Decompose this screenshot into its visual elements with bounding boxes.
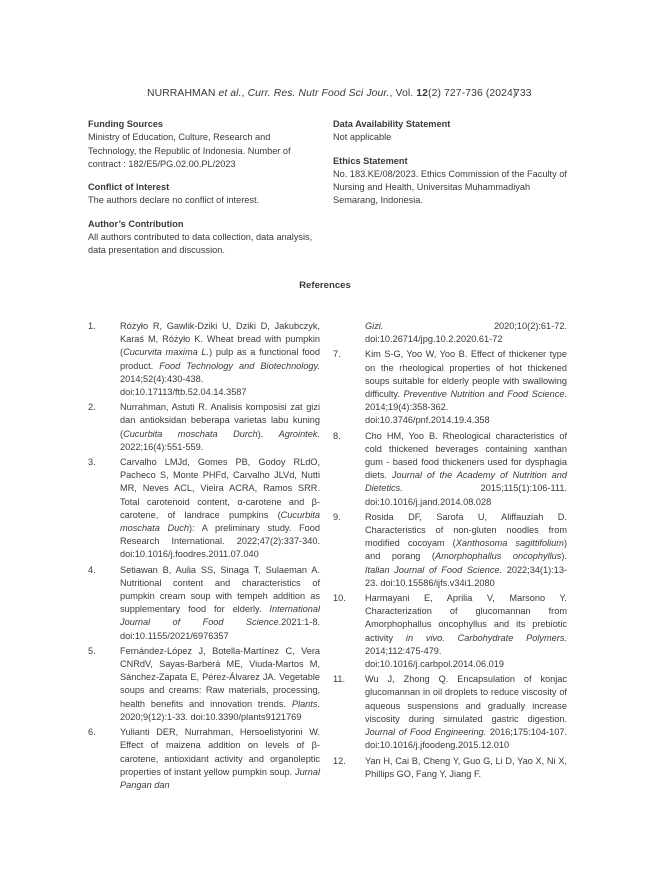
reference-item: 7. Kim S-G, Yoo W, Yoo B. Effect of thickener type on the rheological properties of hot thickened soups suitable for elderly people with swallowing difficulty. Preventive Nutrition and Food Science. 2014;19(4):358-362. doi:10.3746/pnf.2014.19.4.358 — [333, 349, 567, 426]
reference-item: 3. Carvalho LMJd, Gomes PB, Godoy RLdO, Pacheco S, Monte PHFd, Carvalho JLVd, Nutti MR, Neves ACL, Vieira ACRA, Ramos SRR. Total carotenoid content, α-carotene and β-carotene, of landrace pumpkins (Cucurbita moschata Duch): A preliminary study. Food Research International. 2022;47(2):337-340. doi:10.1016/j.foodres.2011.07.040 — [88, 457, 320, 560]
header-volume: 12 — [416, 88, 429, 99]
reference-item: 9. Rosida DF, Sarofa U, Aliffauziah D. Characteristics of non-gluten noodles from modified cocoyam (Xanthosoma sagittifolium) and porang (Amorphophallus oncophyllus). Italian Journal of Food Science. 2022;34(1):13-23. doi:10.15586/ijfs.v34i1.2080 — [333, 511, 568, 588]
reference-item: 2. Nurrahman, Astuti R. Analisis komposisi zat gizi dan antioksidan beberapa varietas labu kuning (Cucurbita moschata Durch). Agrointek. 2022;16(4):551-559. — [88, 402, 320, 452]
right-statements — [333, 118, 567, 218]
funding-body: Ministry of Education, Culture, Research and Technology, the Republic of Indonesia. Number of contract : 182/E5/PG.02.00.PL/2023 — [88, 132, 291, 169]
references-heading: References — [299, 280, 351, 291]
reference-item: 8. Cho HM, Yoo B. Rheological characteristics of cold thickened beverages containing xanthan gum - based food thickeners used for dysphagia diets. Journal of the Academy of Nutrition and Dietetics. 2015;115(1):106-111. doi:10.1016/j.jand.2014.08.028 — [333, 430, 568, 507]
reference-item: 1. Różyło R, Gawlik-Dziki U, Dziki D, Jakubczyk, Karaś M, Różyło K. Wheat bread with pumpkin (Cucurvita maxima L.) pulp as a functional food product. Food Technology and Biotechnology. 2014;52(4):430-438. doi:10.17113/ftb.52.04.14.3587 — [88, 321, 321, 398]
contribution-body: All authors contributed to data collection, data analysis, data presentation and discussion. — [88, 232, 313, 256]
header-issue-pages: (2) 727-736 (2024) — [428, 88, 517, 99]
header-journal: Curr. Res. Nutr Food Sci Jour. — [247, 88, 390, 99]
contribution-title: Author’s Contribution — [88, 218, 184, 229]
reference-item: 5. Fernández-López J, Botella-Martínez C, Vera CNRdV, Sayas-Barberá ME, Viuda-Martos M, Sánchez-Zapata E, Pérez-Álvarez JA. Vegetable soups and creams: Raw materials, processing, health benefits and innovation trends. Plants. 2020;9(12):1-33. doi:10.3390/plants9121769 — [88, 645, 320, 722]
reference-item: 10. Harmayani E, Aprilia V, Marsono Y. Characterization of glucomannan from Amorphophallus oncophyllus and its prebiotic activity in vivo. Carbohydrate Polymers. 2014;112:475-479. doi:10.1016/j.carbpol.2014.06.019 — [333, 593, 567, 670]
reference-item: 11. Wu J, Zhong Q. Encapsulation of konjac glucomannan in oil droplets to reduce viscosity of aqueous suspensions and gradually increase viscosity during simulated gastric digestion. Journal of Food Engineering. 2016;175:104-107. doi:10.1016/j.jfoodeng.2015.12.010 — [333, 674, 567, 751]
references-right-column — [333, 320, 567, 783]
header-vol-label: Vol. — [395, 88, 414, 99]
header-etal: et al. — [218, 88, 242, 99]
reference-item: 12. Yan H, Cai B, Cheng Y, Guo G, Li D, Yao X, Ni X, Phillips GO, Fang Y, Jiang F. — [333, 755, 567, 779]
header-citation: NURRAHMAN et al., Curr. Res. Nutr Food Sci Jour., Vol. 12(2) 727-736 (2024) — [147, 88, 517, 99]
funding-title: Funding Sources — [88, 119, 164, 129]
data-availability-title: Data Availability Statement — [333, 119, 451, 129]
references-left-column — [88, 320, 320, 794]
conflict-body: The authors declare no conflict of interest. — [88, 195, 260, 206]
ethics-title: Ethics Statement — [333, 155, 408, 166]
data-availability-body: Not applicable — [333, 132, 392, 143]
reference-continuation: Gizi. 2020;10(2):61-72. doi:10.26714/jpg.10.2.2020.61-72 — [365, 321, 567, 345]
page-number: 733 — [514, 88, 532, 99]
ethics-body: No. 183.KE/08/2023. Ethics Commission of the Faculty of Nursing and Health, Universitas Muhammadiyah Semarang, Indonesia. — [333, 168, 567, 206]
header-authors: NURRAHMAN — [147, 88, 216, 99]
conflict-title: Conflict of Interest — [88, 182, 170, 193]
reference-item: 6. Yulianti DER, Nurrahman, Hersoelistyorini W. Effect of maizena addition on levels of β-carotene, antioxidant activity and organoleptic properties of instant yellow pumpkin soup. Jurnal Pangan dan — [88, 727, 320, 790]
left-statements — [88, 118, 320, 268]
reference-item: 4. Setiawan B, Aulia SS, Sinaga T, Sulaeman A. Nutritional content and characteristics of pumpkin cream soup with tempeh addition as supplementary food for elderly. International Journal of Food Science.2021:1-8. doi:10.1155/2021/6976357 — [88, 564, 320, 641]
